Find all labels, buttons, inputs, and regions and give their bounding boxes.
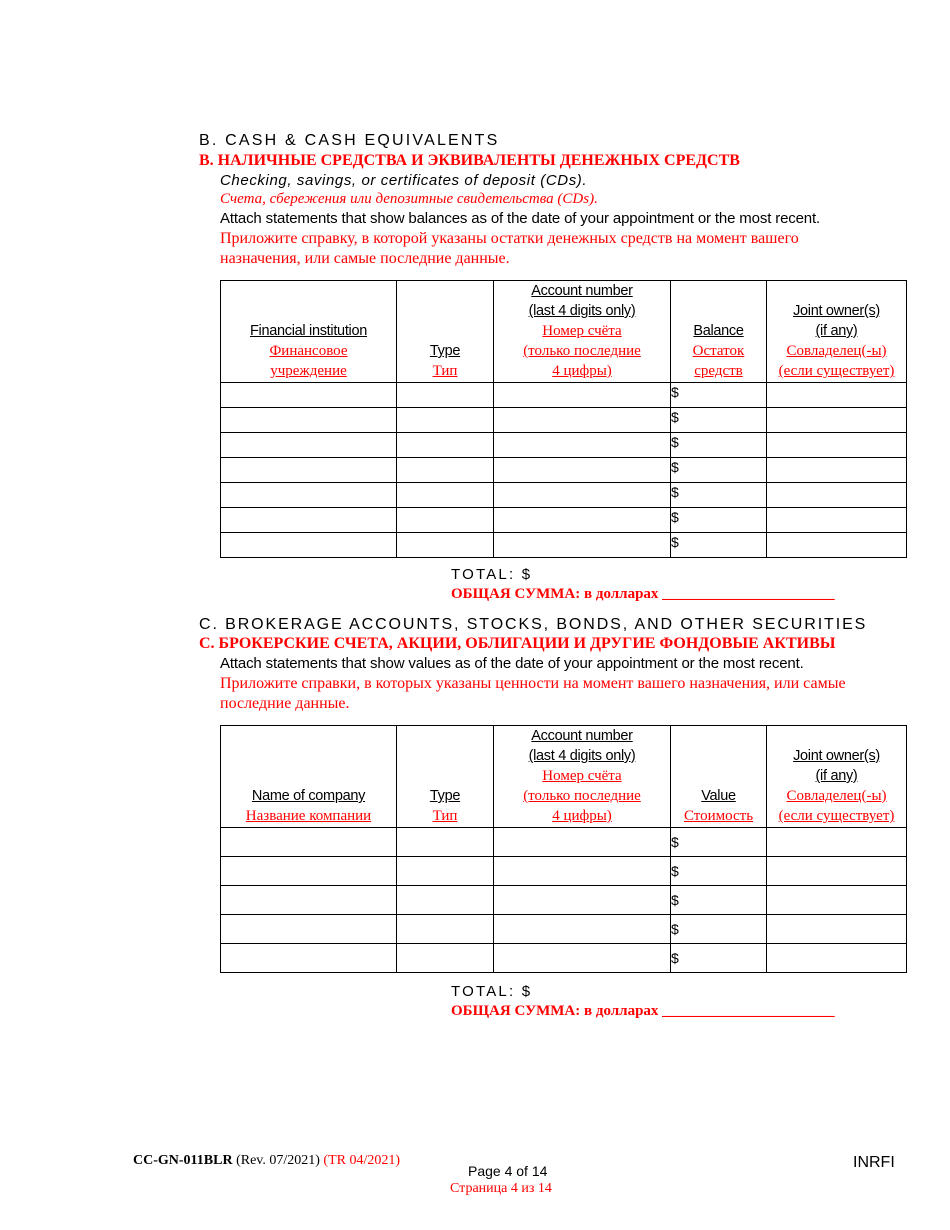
account-number-cell[interactable]	[494, 383, 671, 408]
joint-owner-cell[interactable]	[767, 383, 907, 408]
company-cell[interactable]	[221, 915, 397, 944]
table-row	[221, 944, 907, 973]
company-cell[interactable]	[221, 886, 397, 915]
balance-cell[interactable]: $	[671, 533, 767, 558]
joint-owner-cell[interactable]	[767, 408, 907, 433]
company-cell[interactable]	[221, 828, 397, 857]
balance-cell[interactable]: $	[671, 433, 767, 458]
account-number-cell[interactable]	[494, 915, 671, 944]
table-row	[221, 886, 907, 915]
balance-cell[interactable]: $	[671, 508, 767, 533]
account-number-cell[interactable]	[494, 433, 671, 458]
table-row	[221, 508, 907, 533]
column-header-company-name: Name of company Название компании	[221, 726, 397, 828]
balance-cell[interactable]: $	[671, 458, 767, 483]
type-cell[interactable]	[397, 886, 494, 915]
cash-accounts-table	[220, 280, 907, 558]
column-header-type: Type Тип	[397, 281, 494, 383]
joint-owner-cell[interactable]	[767, 886, 907, 915]
joint-owner-cell[interactable]	[767, 944, 907, 973]
type-cell[interactable]	[397, 408, 494, 433]
column-header-financial-institution: Financial institution Финансовое учреждение	[221, 281, 397, 383]
account-number-cell[interactable]	[494, 483, 671, 508]
institution-cell[interactable]	[221, 433, 397, 458]
account-number-cell[interactable]	[494, 828, 671, 857]
column-header-account-number: Account number (last 4 digits only) Номер счёта (только последние 4 цифры)	[494, 281, 671, 383]
column-header-balance: Balance Остаток средств	[671, 281, 767, 383]
type-cell[interactable]	[397, 915, 494, 944]
section-b-instructions-ru-2: назначения, или самые последние данные.	[220, 250, 510, 267]
joint-owner-cell[interactable]	[767, 857, 907, 886]
type-cell[interactable]	[397, 458, 494, 483]
section-b-total-en: TOTAL: $	[451, 566, 533, 583]
value-cell[interactable]: $	[671, 828, 767, 857]
column-header-type: Type Тип	[397, 726, 494, 828]
table-row	[221, 483, 907, 508]
joint-owner-cell[interactable]	[767, 483, 907, 508]
table-row	[221, 828, 907, 857]
type-cell[interactable]	[397, 944, 494, 973]
section-c-instructions-en: Attach statements that show values as of the date of your appointment or the most recent.	[220, 655, 804, 672]
column-header-value: Value Стоимость	[671, 726, 767, 828]
section-c-total-ru: ОБЩАЯ СУММА: в долларах _______________________	[451, 1003, 835, 1019]
section-b-subheading-ru: Счета, сбережения или депозитные свидетельства (CDs).	[220, 191, 598, 207]
footer-form-code: INRFI	[853, 1154, 895, 1171]
value-cell[interactable]: $	[671, 915, 767, 944]
section-b-heading-en: B. CASH & CASH EQUIVALENTS	[199, 132, 500, 149]
balance-cell[interactable]: $	[671, 383, 767, 408]
joint-owner-cell[interactable]	[767, 533, 907, 558]
section-c-total-blank[interactable]: _______________________	[662, 1003, 835, 1019]
account-number-cell[interactable]	[494, 508, 671, 533]
column-header-account-number: Account number (last 4 digits only) Номер счёта (только последние 4 цифры)	[494, 726, 671, 828]
joint-owner-cell[interactable]	[767, 828, 907, 857]
account-number-cell[interactable]	[494, 944, 671, 973]
section-c-total-en: TOTAL: $	[451, 983, 533, 1000]
brokerage-accounts-table	[220, 725, 907, 973]
value-cell[interactable]: $	[671, 886, 767, 915]
section-c-heading-ru: С. БРОКЕРСКИЕ СЧЕТА, АКЦИИ, ОБЛИГАЦИИ И ДРУГИЕ ФОНДОВЫЕ АКТИВЫ	[199, 635, 836, 652]
column-header-joint-owners: Joint owner(s) (if any) Совладелец(-ы) (если существует)	[767, 281, 907, 383]
institution-cell[interactable]	[221, 508, 397, 533]
footer-page-number-ru: Страница 4 из 14	[450, 1181, 552, 1196]
section-b-total-ru: ОБЩАЯ СУММА: в долларах _______________________	[451, 586, 835, 602]
section-b-instructions-en: Attach statements that show balances as of the date of your appointment or the most recent.	[220, 210, 821, 227]
table-row	[221, 408, 907, 433]
institution-cell[interactable]	[221, 483, 397, 508]
value-cell[interactable]: $	[671, 857, 767, 886]
table-row	[221, 433, 907, 458]
type-cell[interactable]	[397, 857, 494, 886]
type-cell[interactable]	[397, 483, 494, 508]
institution-cell[interactable]	[221, 458, 397, 483]
account-number-cell[interactable]	[494, 458, 671, 483]
section-b-subheading-en: Checking, savings, or certificates of deposit (CDs).	[220, 172, 588, 189]
section-b-total-blank[interactable]: _______________________	[662, 586, 835, 602]
account-number-cell[interactable]	[494, 533, 671, 558]
type-cell[interactable]	[397, 533, 494, 558]
company-cell[interactable]	[221, 857, 397, 886]
column-header-joint-owners: Joint owner(s) (if any) Совладелец(-ы) (если существует)	[767, 726, 907, 828]
balance-cell[interactable]: $	[671, 483, 767, 508]
section-c-instructions-ru-2: последние данные.	[220, 695, 350, 712]
company-cell[interactable]	[221, 944, 397, 973]
account-number-cell[interactable]	[494, 857, 671, 886]
balance-cell[interactable]: $	[671, 408, 767, 433]
footer-form-id: CC-GN-011BLR (Rev. 07/2021) (TR 04/2021)	[133, 1153, 401, 1168]
table-row	[221, 533, 907, 558]
institution-cell[interactable]	[221, 533, 397, 558]
joint-owner-cell[interactable]	[767, 458, 907, 483]
type-cell[interactable]	[397, 508, 494, 533]
table-row	[221, 915, 907, 944]
section-b-heading-ru: В. НАЛИЧНЫЕ СРЕДСТВА И ЭКВИВАЛЕНТЫ ДЕНЕЖНЫХ СРЕДСТВ	[199, 152, 740, 169]
table-row	[221, 857, 907, 886]
institution-cell[interactable]	[221, 408, 397, 433]
table-row	[221, 383, 907, 408]
table-row	[221, 458, 907, 483]
account-number-cell[interactable]	[494, 886, 671, 915]
joint-owner-cell[interactable]	[767, 433, 907, 458]
footer-page-number-en: Page 4 of 14	[468, 1163, 548, 1179]
type-cell[interactable]	[397, 433, 494, 458]
joint-owner-cell[interactable]	[767, 508, 907, 533]
institution-cell[interactable]	[221, 383, 397, 408]
section-b-instructions-ru-1: Приложите справку, в которой указаны остатки денежных средств на момент вашего	[220, 230, 799, 247]
joint-owner-cell[interactable]	[767, 915, 907, 944]
value-cell[interactable]: $	[671, 944, 767, 973]
section-c-instructions-ru-1: Приложите справки, в которых указаны ценности на момент вашего назначения, или самые	[220, 675, 846, 692]
account-number-cell[interactable]	[494, 408, 671, 433]
section-c-heading-en: C. BROKERAGE ACCOUNTS, STOCKS, BONDS, AND OTHER SECURITIES	[199, 616, 868, 633]
type-cell[interactable]	[397, 383, 494, 408]
type-cell[interactable]	[397, 828, 494, 857]
